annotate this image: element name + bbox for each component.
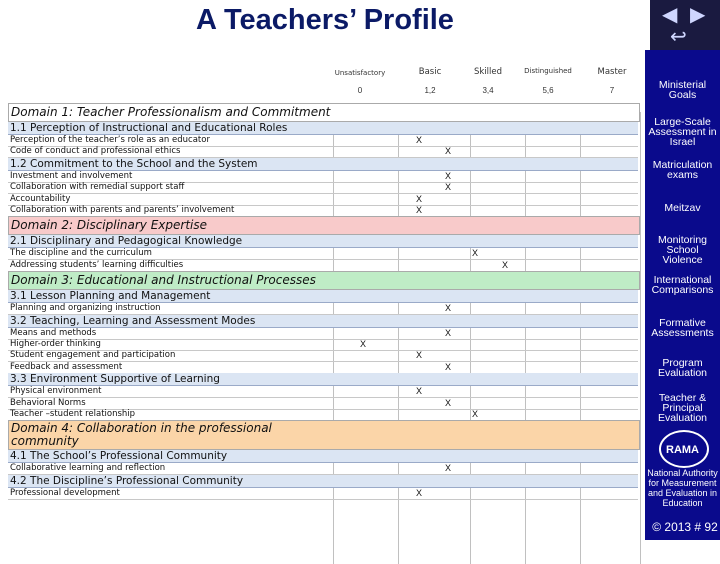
return-icon[interactable]: ↩ <box>670 26 687 48</box>
score-mark: X <box>472 248 479 259</box>
row-label: Domain 2: Disciplinary Expertise <box>11 218 208 233</box>
table-row <box>8 409 638 421</box>
table-row <box>8 362 638 374</box>
nav-controls <box>650 0 720 50</box>
table-row <box>8 194 638 206</box>
score-mark: X <box>445 327 452 338</box>
table-row <box>8 171 638 183</box>
prev-arrow-icon[interactable]: ◀ <box>662 4 678 26</box>
table-row <box>8 135 638 147</box>
table-row <box>8 260 638 272</box>
row-label: Investment and involvement <box>10 170 133 181</box>
row-label: Higher-order thinking <box>10 339 101 349</box>
row-label: Student engagement and participation <box>10 350 176 361</box>
column-header: Basic <box>418 67 442 77</box>
row-label: Addressing students’ learning difficulties <box>10 259 184 270</box>
score-mark: X <box>360 339 367 349</box>
score-mark: X <box>416 205 423 215</box>
subsection-row <box>8 450 638 463</box>
table-row <box>8 463 638 475</box>
sidebar-link[interactable]: Meitzav <box>664 202 701 214</box>
score-mark: X <box>416 487 423 498</box>
domain-row <box>8 420 640 450</box>
row-label: Domain 1: Teacher Professionalism and Commitment <box>11 105 331 119</box>
title-bar <box>0 0 720 50</box>
column-score: 1,2 <box>424 86 436 95</box>
table-row <box>8 205 638 217</box>
table-row <box>8 386 638 398</box>
table-row <box>8 398 638 410</box>
subsection-row <box>8 315 638 328</box>
sidebar <box>645 50 720 540</box>
table-row <box>8 350 638 362</box>
teacher-profile-table <box>0 50 645 540</box>
score-mark: X <box>416 135 423 145</box>
row-label: Planning and organizing instruction <box>10 303 161 314</box>
row-label: 4.1 The School’s Professional Community <box>10 450 228 463</box>
domain-row <box>8 103 640 122</box>
subsection-row <box>8 373 638 386</box>
rama-full-name: National Authority for Measurement and Evaluation in Education <box>647 468 718 508</box>
row-label: 4.2 The Discipline’s Professional Community <box>10 474 244 487</box>
slide-footer: © 2013 # 92 <box>652 520 718 534</box>
row-label: 1.1 Perception of Instructional and Educational Roles <box>10 122 288 134</box>
row-label: Collaboration with parents and parents’ involvement <box>10 205 235 215</box>
next-arrow-icon[interactable]: ▶ <box>690 4 706 26</box>
column-header: Master <box>597 67 627 77</box>
table-row <box>8 303 638 315</box>
column-header: Unsatisfactory <box>334 69 386 77</box>
table-row <box>8 146 638 158</box>
row-label: Feedback and assessment <box>10 361 123 372</box>
row-label: 3.3 Environment Supportive of Learning <box>10 373 220 386</box>
row-label: Domain 3: Educational and Instructional Processes <box>11 273 316 288</box>
column-score: 3,4 <box>482 86 494 95</box>
sidebar-link[interactable]: Formative Assessments <box>651 317 714 339</box>
sidebar-link[interactable]: Monitoring School Violence <box>657 234 708 266</box>
column-score: 0 <box>357 86 363 95</box>
row-label: 1.2 Commitment to the School and the System <box>10 157 258 170</box>
row-label: Behavioral Norms <box>10 397 86 408</box>
column-header: Distinguished <box>524 67 572 75</box>
score-mark: X <box>445 361 452 372</box>
score-mark: X <box>445 303 452 314</box>
page-title: A Teachers’ Profile <box>196 4 454 36</box>
domain-row <box>8 271 640 290</box>
row-label: 3.2 Teaching, Learning and Assessment Modes <box>10 314 256 327</box>
sidebar-link[interactable]: International Comparisons <box>651 274 714 296</box>
column-score: 5,6 <box>542 86 554 95</box>
subsection-row <box>8 235 638 248</box>
sidebar-link[interactable]: Matriculation exams <box>652 159 713 181</box>
table-row <box>8 488 638 500</box>
column-header: Skilled <box>473 67 503 77</box>
table-row <box>8 339 638 351</box>
rama-label: RAMA <box>666 444 699 456</box>
score-mark: X <box>445 170 452 181</box>
table-row <box>8 248 638 260</box>
row-label: Physical environment <box>10 386 102 397</box>
column-score: 7 <box>609 86 615 95</box>
sidebar-link[interactable]: Program Evaluation <box>657 357 708 379</box>
sidebar-link[interactable]: Ministerial Goals <box>658 79 707 101</box>
score-mark: X <box>416 386 423 397</box>
row-label: 3.1 Lesson Planning and Management <box>10 290 211 303</box>
row-label: Professional development <box>10 487 120 498</box>
score-mark: X <box>416 350 423 361</box>
score-mark: X <box>502 259 509 270</box>
row-label: 2.1 Disciplinary and Pedagogical Knowledge <box>10 235 243 248</box>
row-label: Perception of the teacher’s role as an educator <box>10 135 210 145</box>
row-label: Code of conduct and professional ethics <box>10 146 181 157</box>
row-label: Domain 4: Collaboration in the professional community <box>11 421 272 449</box>
table-row <box>8 328 638 340</box>
domain-row <box>8 216 640 235</box>
row-label: Means and methods <box>10 327 97 338</box>
column-divider <box>640 112 641 564</box>
score-mark: X <box>416 193 423 204</box>
row-label: Teacher –student relationship <box>10 409 136 419</box>
row-label: The discipline and the curriculum <box>10 248 152 259</box>
table-row <box>8 182 638 194</box>
row-label: Accountability <box>10 193 71 204</box>
score-mark: X <box>445 397 452 408</box>
subsection-row <box>8 290 638 303</box>
sidebar-link[interactable]: Large-Scale Assessment in Israel <box>648 116 717 148</box>
score-mark: X <box>472 409 479 419</box>
score-mark: X <box>445 146 452 157</box>
row-label: Collaboration with remedial support staff <box>10 182 185 193</box>
subsection-row <box>8 158 638 171</box>
sidebar-link[interactable]: Teacher & Principal Evaluation <box>657 392 708 424</box>
row-label: Collaborative learning and reflection <box>10 463 166 474</box>
score-mark: X <box>445 182 452 193</box>
subsection-row <box>8 475 638 488</box>
subsection-row <box>8 122 638 135</box>
score-mark: X <box>445 463 452 474</box>
